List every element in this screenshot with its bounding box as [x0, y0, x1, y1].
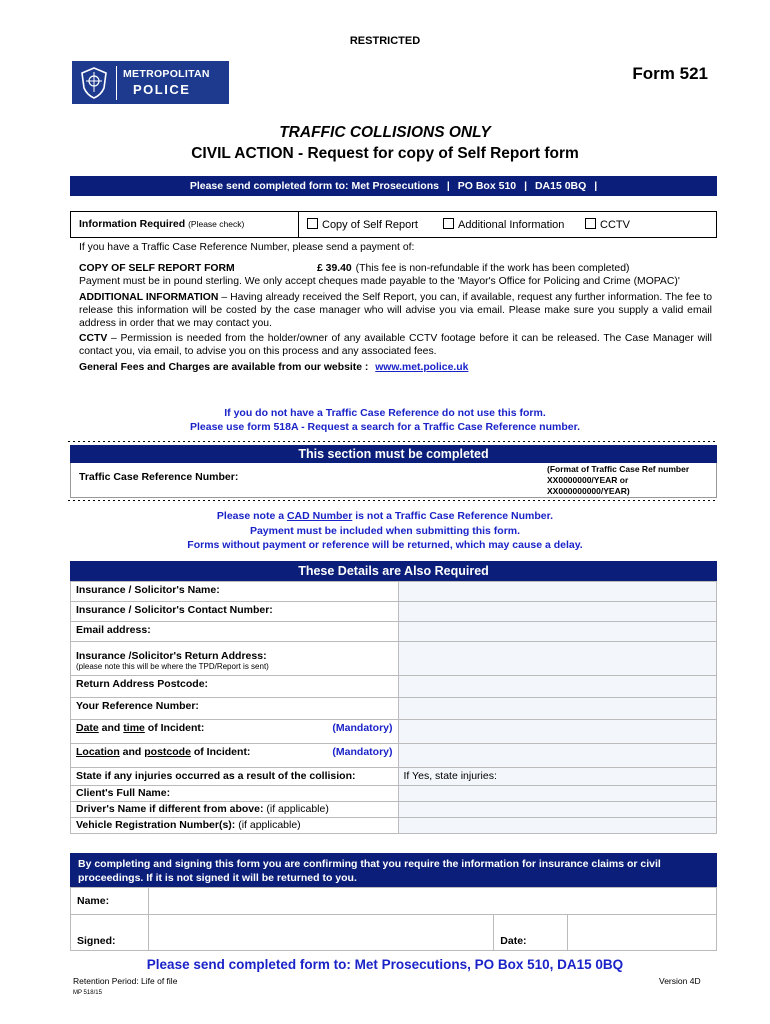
table-row	[71, 915, 717, 951]
dashed-border-top	[68, 441, 718, 442]
injuries-label: State if any injuries occurred as a result of the collision:	[71, 768, 399, 786]
mandatory-tag: (Mandatory)	[332, 722, 393, 734]
logo-line1: METROPOLITAN	[123, 68, 210, 81]
checkbox-copy-self-report[interactable]	[307, 218, 318, 229]
client-name-label: Client's Full Name:	[71, 786, 399, 802]
checkbox-additional-information[interactable]	[443, 218, 454, 229]
signature-input[interactable]	[148, 915, 493, 951]
signing-declaration: By completing and signing this form you are confirming that you require the information for insurance claims or civil proceedings. If it is not signed it will be returned to you.	[70, 853, 717, 887]
fees-line: General Fees and Charges are available from our website : www.met.police.uk	[79, 362, 469, 373]
vehicle-reg-label: Vehicle Registration Number(s): (if applicable)	[71, 818, 399, 834]
date-time-label: Date and time of Incident: (Mandatory)	[71, 720, 399, 744]
email-input[interactable]	[398, 622, 717, 642]
restricted-marking: RESTRICTED	[349, 35, 421, 47]
insurer-name-input[interactable]	[398, 582, 717, 602]
location-postcode-input[interactable]	[398, 744, 717, 768]
table-row	[71, 602, 717, 622]
injuries-input[interactable]: If Yes, state injuries:	[398, 768, 717, 786]
table-row	[71, 786, 717, 802]
table-row	[71, 768, 717, 786]
option-additional-information[interactable]: Additional Information	[443, 218, 564, 231]
reference-number-row	[70, 463, 717, 498]
details-required-header: These Details are Also Required	[70, 561, 717, 581]
crest-icon	[72, 61, 116, 104]
table-row	[71, 744, 717, 768]
must-complete-header: This section must be completed	[70, 445, 717, 463]
table-row	[71, 818, 717, 834]
signing-table	[70, 887, 717, 951]
info-required-label: Information Required	[79, 218, 186, 230]
option-cctv[interactable]: CCTV	[585, 218, 630, 231]
return-address-input[interactable]	[398, 642, 717, 676]
title-line2: CIVIL ACTION - Request for copy of Self Report form	[191, 145, 579, 162]
no-reference-notice: If you do not have a Traffic Case Reference do not use this form. Please use form 518A - Request a search for a Traffic Case Reference number.	[189, 407, 581, 433]
mandatory-tag: (Mandatory)	[332, 746, 393, 758]
cad-notice: Please note a CAD Number is not a Traffic Case Reference Number. Payment must be included when submitting this form. Forms without payment or reference will be returned, which may cause a delay.	[187, 510, 583, 551]
email-label: Email address:	[71, 622, 399, 642]
table-row	[71, 622, 717, 642]
your-reference-label: Your Reference Number:	[71, 698, 399, 720]
insurer-name-label: Insurance / Solicitor's Name:	[71, 582, 399, 602]
insurer-contact-input[interactable]	[398, 602, 717, 622]
name-input[interactable]	[148, 888, 716, 915]
info-required-row	[70, 211, 717, 238]
additional-info-text: ADDITIONAL INFORMATION – Having already received the Self Report, you can, if available, request any further information. The fee to release this information will be costed by the case manager who will advise you via email. Please make sure you supply a valid email address in order that we may contact you.	[79, 292, 712, 329]
retention-period: Retention Period: Life of file	[73, 976, 178, 986]
details-table	[70, 581, 717, 834]
checkbox-cctv[interactable]	[585, 218, 596, 229]
vehicle-reg-input[interactable]	[398, 818, 717, 834]
reference-format-note: (Format of Traffic Case Ref number XX0000000/YEAR or XX000000000/YEAR)	[547, 464, 690, 496]
your-reference-input[interactable]	[398, 698, 717, 720]
date-label: Date:	[494, 915, 568, 951]
table-row	[71, 720, 717, 744]
cctv-text: CCTV – Permission is needed from the holder/owner of any available CCTV footage before it can be released. The Case Manager will contact you, via email, to advise you on this process and any associated fees.	[79, 333, 712, 357]
dashed-border-bottom	[68, 500, 718, 501]
website-link[interactable]: www.met.police.uk	[375, 362, 469, 373]
info-text-block	[79, 241, 712, 374]
payment-note: Payment must be in pound sterling. We only accept cheques made payable to the 'Mayor's Office for Policing and Crime (MOPAC)'	[79, 276, 680, 287]
version-label: Version 4D	[659, 976, 701, 986]
return-address-label: Insurance /Solicitor's Return Address: (please note this will be where the TPD/Report is sent)	[71, 642, 399, 676]
form-code: MP 518/15	[73, 990, 102, 996]
sign-date-input[interactable]	[568, 915, 717, 951]
footer-send-to: Please send completed form to: Met Prosecutions, PO Box 510, DA15 0BQ	[146, 957, 624, 972]
table-row	[71, 802, 717, 818]
table-row	[71, 582, 717, 602]
driver-name-input[interactable]	[398, 802, 717, 818]
reference-number-label: Traffic Case Reference Number:	[79, 471, 239, 483]
send-to-bar: Please send completed form to: Met Prosecutions | PO Box 510 | DA15 0BQ |	[70, 176, 717, 196]
table-row	[71, 676, 717, 698]
name-label: Name:	[71, 888, 149, 915]
option-copy-self-report[interactable]: Copy of Self Report	[307, 218, 418, 231]
logo-line2: POLICE	[133, 81, 191, 97]
copy-fee-line: COPY OF SELF REPORT FORM £ 39.40 (This fee is non-refundable if the work has been completed)	[79, 263, 630, 274]
signed-label: Signed:	[71, 915, 149, 951]
postcode-input[interactable]	[398, 676, 717, 698]
reference-number-input[interactable]	[269, 465, 539, 494]
table-row	[71, 642, 717, 676]
driver-name-label: Driver's Name if different from above: (if applicable)	[71, 802, 399, 818]
form-number: Form 521	[632, 64, 708, 83]
info-required-hint: (Please check)	[188, 219, 245, 229]
met-police-logo	[72, 61, 229, 104]
date-time-input[interactable]	[398, 720, 717, 744]
payment-intro: If you have a Traffic Case Reference Number, please send a payment of:	[79, 242, 415, 253]
location-postcode-label: Location and postcode of Incident: (Mandatory)	[71, 744, 399, 768]
postcode-label: Return Address Postcode:	[71, 676, 399, 698]
insurer-contact-label: Insurance / Solicitor's Contact Number:	[71, 602, 399, 622]
table-row	[71, 888, 717, 915]
client-name-input[interactable]	[398, 786, 717, 802]
title-line1: TRAFFIC COLLISIONS ONLY	[279, 124, 491, 141]
table-row	[71, 698, 717, 720]
